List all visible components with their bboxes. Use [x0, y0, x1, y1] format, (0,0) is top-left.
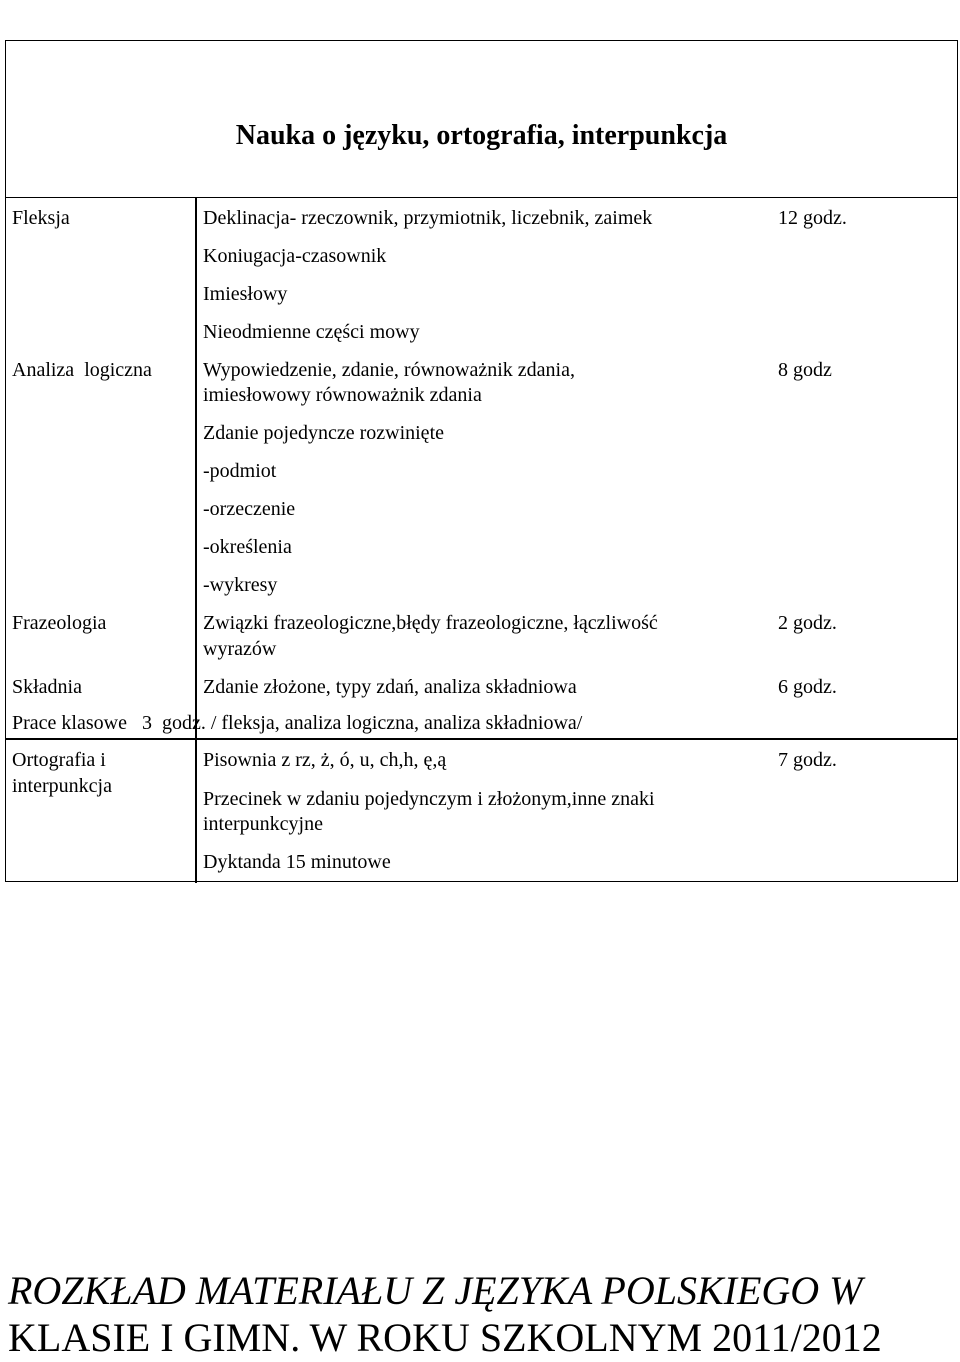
ortografia-label: Ortografia i	[12, 749, 106, 771]
ortografia-item: Dyktanda 15 minutowe	[203, 851, 391, 873]
analiza-item: Wypowiedzenie, zdanie, równoważnik zdania,	[203, 359, 575, 381]
analiza-item: -wykresy	[203, 574, 278, 596]
frazeologia-label: Frazeologia	[12, 612, 107, 634]
title-box	[6, 41, 957, 198]
column-divider-bottom	[195, 739, 197, 883]
analiza-hours: 8 godz	[778, 359, 832, 381]
document-frame	[5, 40, 958, 882]
column-divider-top	[195, 198, 197, 738]
fleksja-label: Fleksja	[12, 207, 70, 229]
analiza-item: -orzeczenie	[203, 498, 296, 520]
ortografia-hours: 7 godz.	[778, 749, 837, 771]
row-divider-ortografia	[6, 738, 957, 740]
fleksja-item: Deklinacja- rzeczownik, przymiotnik, liczebnik, zaimek	[203, 207, 653, 229]
ortografia-label: interpunkcja	[12, 775, 112, 797]
footer-heading-line1: ROZKŁAD MATERIAŁU Z JĘZYKA POLSKIEGO W	[8, 1268, 863, 1313]
ortografia-item: interpunkcyjne	[203, 813, 323, 835]
frazeologia-hours: 2 godz.	[778, 612, 837, 634]
analiza-item: -podmiot	[203, 460, 277, 482]
ortografia-item: Pisownia z rz, ż, ó, u, ch,h, ę,ą	[203, 749, 447, 771]
analiza-item: Zdanie pojedyncze rozwinięte	[203, 422, 444, 444]
skladnia-label: Składnia	[12, 676, 82, 698]
analiza-label: Analiza logiczna	[12, 359, 152, 381]
skladnia-hours: 6 godz.	[778, 676, 837, 698]
analiza-item: -określenia	[203, 536, 292, 558]
fleksja-item: Nieodmienne części mowy	[203, 321, 420, 343]
fleksja-hours: 12 godz.	[778, 207, 847, 229]
frazeologia-item: Związki frazeologiczne,błędy frazeologiczne, łączliwość	[203, 612, 658, 634]
fleksja-item: Koniugacja-czasownik	[203, 245, 387, 267]
skladnia-item: Zdanie złożone, typy zdań, analiza składniowa	[203, 676, 577, 698]
analiza-item: imiesłowowy równoważnik zdania	[203, 384, 482, 406]
page-title: Nauka o języku, ortografia, interpunkcja	[235, 120, 728, 151]
fleksja-item: Imiesłowy	[203, 283, 288, 305]
prace-klasowe-line: Prace klasowe 3 godz. / fleksja, analiza logiczna, analiza składniowa/	[12, 712, 583, 734]
frazeologia-item: wyrazów	[203, 638, 277, 660]
footer-heading-line2: KLASIE I GIMN. W ROKU SZKOLNYM 2011/2012	[8, 1315, 882, 1360]
ortografia-item: Przecinek w zdaniu pojedynczym i złożonym,inne znaki	[203, 788, 655, 810]
